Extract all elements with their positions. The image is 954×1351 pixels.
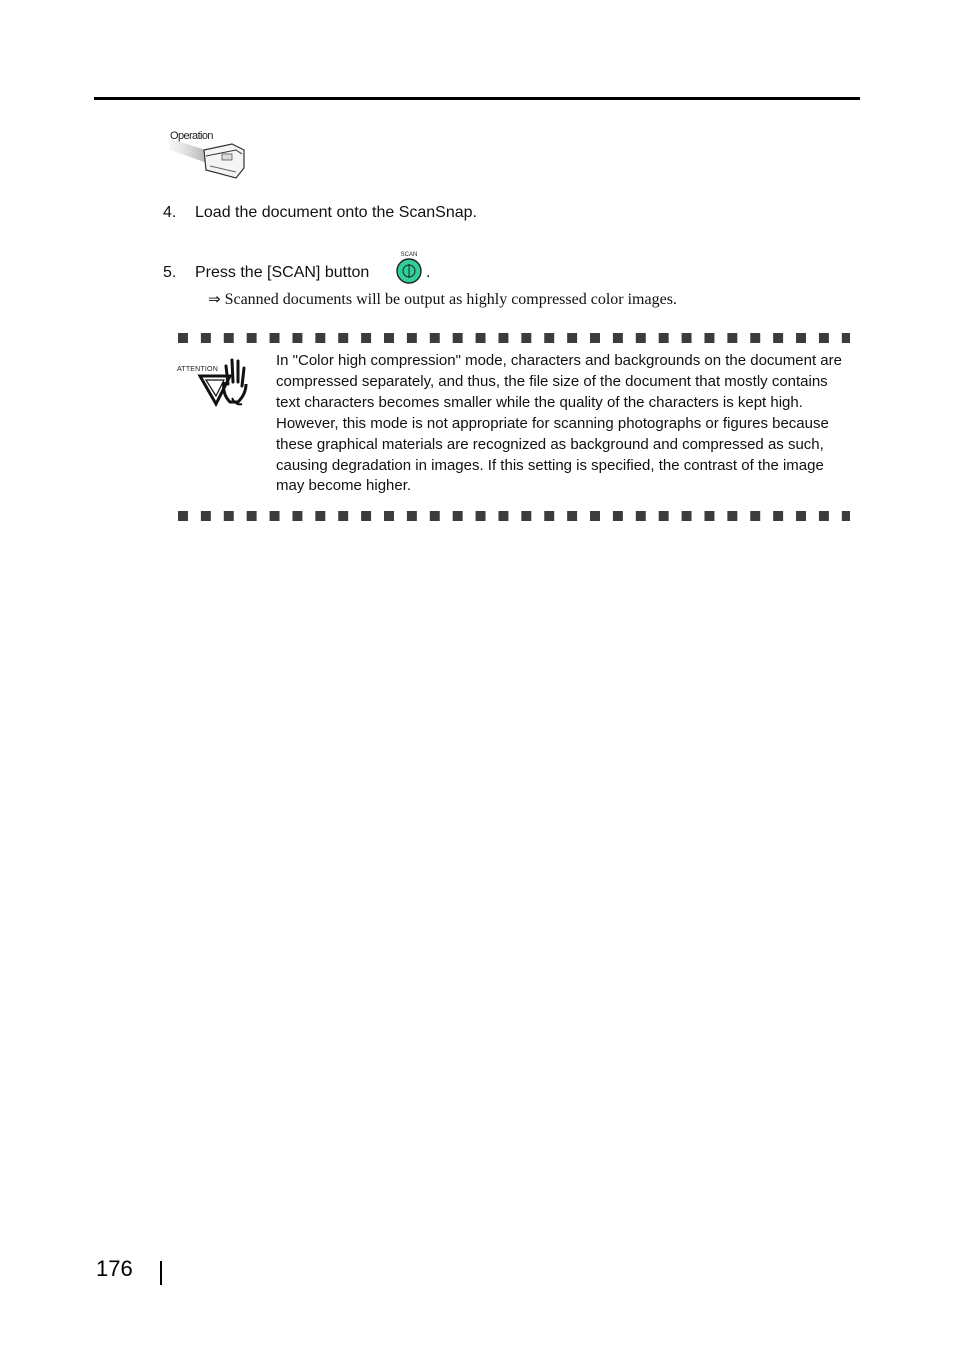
page-number-divider [160,1261,162,1285]
step-text: Load the document onto the ScanSnap. [195,204,477,221]
result-text: Scanned documents will be output as highly compressed color images. [224,291,677,308]
step-text: Press the [SCAN] button [195,264,370,281]
scan-button-label: SCAN [400,252,418,258]
attention-label: ATTENTION [177,366,218,373]
step-number: 5. [163,264,177,281]
step-result [208,290,677,309]
attention-hand-icon [176,354,260,412]
attention-border-bottom [178,511,850,521]
result-arrow-icon: ⇒ [208,290,221,308]
attention-text: In "Color high compression" mode, characters and backgrounds on the document are compressed separately, and thus, the file size of the document that mostly contains text characters becomes smaller while the quality of the characters is kept high. However, this mode is not appropriate for scanning photographs or figures because these graphical materials are recognized as background and compressed as such, causing degradation in images. If this setting is specified, the contrast of the image may become higher. [276,352,842,495]
step-number: 4. [163,204,177,221]
step-4 [163,204,477,222]
operation-label: Operation [170,130,213,142]
attention-border-top [178,333,850,343]
step-period: . [426,264,431,281]
header-rule [94,97,860,100]
scan-button-icon [395,250,425,284]
page-number: 176 [96,1256,133,1281]
step-5 [163,264,369,282]
